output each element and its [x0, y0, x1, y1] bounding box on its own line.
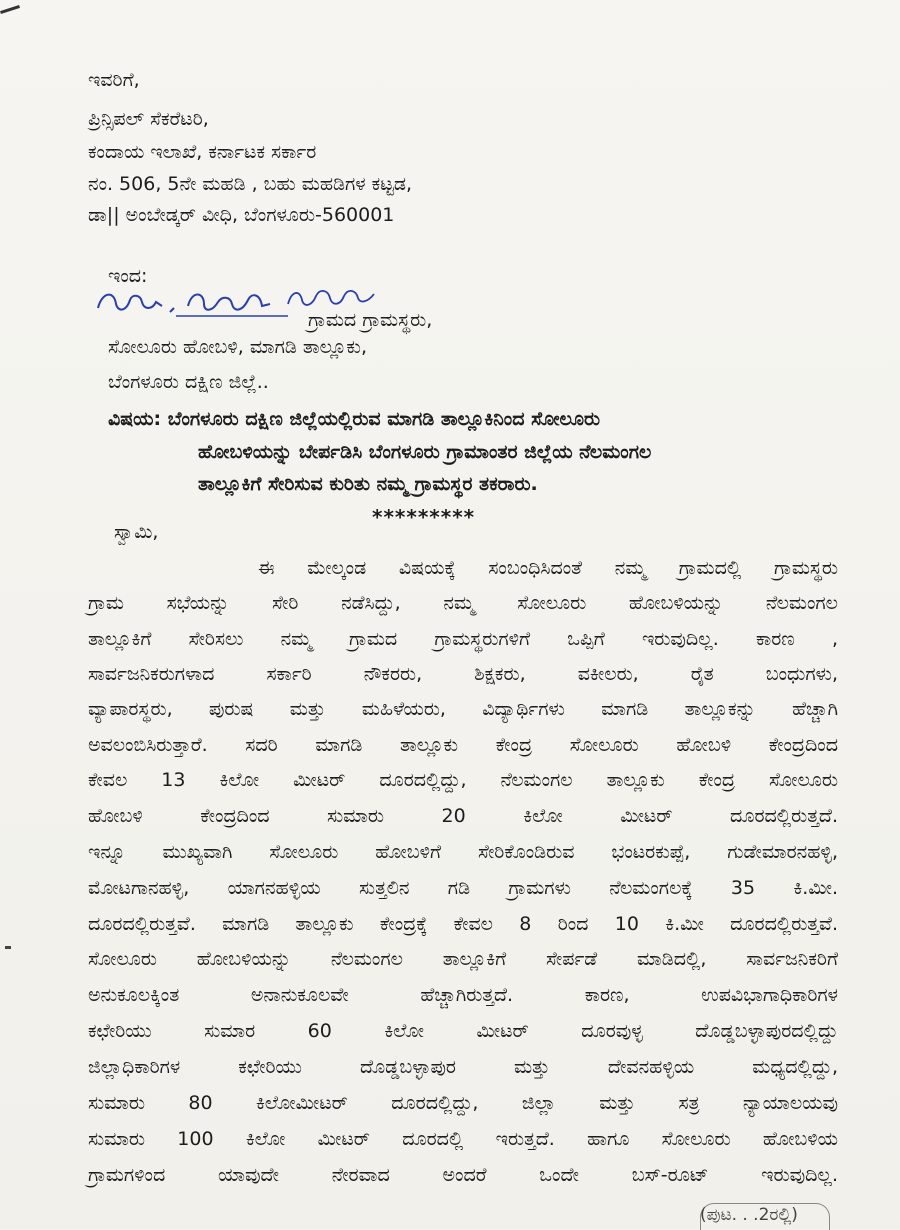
separator-stars: *********	[372, 505, 476, 529]
sender-line-1-suffix: ಗ್ರಾಮದ ಗ್ರಾಮಸ್ಥರು,	[308, 309, 433, 331]
body-line-18: ಗ್ರಾಮಗಳಿಂದ ಯಾವುದೇ ನೇರವಾದ ಅಂದರೆ ಒಂದೇ ಬಸ್-ರೂಟ್ ಇರುವುದಿಲ್ಲ.	[88, 1164, 838, 1186]
recipient-salutation: ಇವರಿಗೆ,	[88, 69, 140, 91]
body-line-14: ಕಛೇರಿಯು ಸುಮಾರ 60 ಕಿಲೋ ಮೀಟರ್ ದೂರವುಳ್ಳ ದೊಡ್ಡಬಳ್ಳಾಪುರದಲ್ಲಿದ್ದು	[88, 1020, 838, 1042]
subject-line-2: ಹೋಬಳಿಯನ್ನು ಬೇರ್ಪಡಿಸಿ ಬೆಂಗಳೂರು ಗ್ರಾಮಾಂತರ ಜಿಲ್ಲೆಯ ನೆಲಮಂಗಲ	[198, 441, 652, 463]
body-line-17: ಸುಮಾರು 100 ಕಿಲೋ ಮೀಟರ್ ದೂರದಲ್ಲಿ ಇರುತ್ತದೆ. ಹಾಗೂ ಸೋಲೂರು ಹೋಬಳಿಯ	[88, 1128, 838, 1150]
scan-corner-mark	[0, 5, 20, 14]
body-line-7: ಕೇವಲ 13 ಕಿಲೋ ಮೀಟರ್ ದೂರದಲ್ಲಿದ್ದು, ನೆಲಮಂಗಲ ತಾಲ್ಲೂಕು ಕೇಂದ್ರ ಸೋಲೂರು	[88, 769, 838, 791]
body-line-9: ಇನ್ನೂ ಮುಖ್ಯವಾಗಿ ಸೋಲೂರು ಹೋಬಳಿಗೆ ಸೇರಿಕೊಂಡಿರುವ ಭಂಟರಕುಪ್ಪೆ, ಗುಡೇಮಾರನಹಳ್ಳಿ,	[88, 841, 838, 863]
recipient-line-3: ನಂ. 506, 5ನೇ ಮಹಡಿ , ಬಹು ಮಹಡಿಗಳ ಕಟ್ಟಡ,	[88, 173, 413, 195]
continuation-note: (ಪುಟ. . .2ರಲ್ಲಿ)	[700, 1205, 798, 1225]
body-line-11: ದೂರದಲ್ಲಿರುತ್ತವೆ. ಮಾಗಡಿ ತಾಲ್ಲೂಕು ಕೇಂದ್ರಕ್ಕೆ ಕೇವಲ 8 ರಿಂದ 10 ಕಿ.ಮೀ ದೂರದಲ್ಲಿರುತ್ತವೆ.	[88, 913, 838, 935]
body-line-16: ಸುಮಾರು 80 ಕಿಲೋಮೀಟರ್ ದೂರದಲ್ಲಿದ್ದು, ಜಿಲ್ಲಾ ಮತ್ತು ಸತ್ರ ನ್ಯಾಯಾಲಯವು	[88, 1092, 838, 1114]
recipient-line-2: ಕಂದಾಯ ಇಲಾಖೆ, ಕರ್ನಾಟಕ ಸರ್ಕಾರ	[88, 141, 317, 163]
body-line-5: ವ್ಯಾಪಾರಸ್ಥರು, ಪುರುಷ ಮತ್ತು ಮಹಿಳೆಯರು, ವಿದ್ಯಾರ್ಥಿಗಳು ಮಾಗಡಿ ತಾಲ್ಲೂಕನ್ನು ಹೆಚ್ಚಾಗಿ	[88, 698, 838, 720]
sender-line-3: ಬೆಂಗಳೂರು ದಕ್ಷಿಣ ಜಿಲ್ಲೆ..	[108, 371, 269, 393]
body-line-15: ಜಿಲ್ಲಾಧಿಕಾರಿಗಳ ಕಛೇರಿಯು ದೊಡ್ಡಬಳ್ಳಾಪುರ ಮತ್ತು ದೇವನಹಳ್ಳಿಯ ಮಧ್ಯದಲ್ಲಿದ್ದು,	[88, 1056, 838, 1078]
sender-line-2: ಸೋಲೂರು ಹೋಬಳಿ, ಮಾಗಡಿ ತಾಲ್ಲೂಕು,	[108, 336, 367, 358]
body-line-10: ಮೋಟಗಾನಹಳ್ಳಿ, ಯಾಗನಹಳ್ಳಿಯ ಸುತ್ತಲಿನ ಗಡಿ ಗ್ರಾಮಗಳು ನೆಲಮಂಗಲಕ್ಕೆ 35 ಕಿ.ಮೀ.	[88, 877, 838, 899]
scan-margin-mark	[5, 946, 11, 949]
body-line-3: ತಾಲ್ಲೂಕಿಗೆ ಸೇರಿಸಲು ನಮ್ಮ ಗ್ರಾಮದ ಗ್ರಾಮಸ್ಥರುಗಳಿಗೆ ಒಪ್ಪಿಗೆ ಇರುವುದಿಲ್ಲ. ಕಾರಣ ,	[88, 628, 838, 650]
subject-line-1: ವಿಷಯ: ಬೆಂಗಳೂರು ದಕ್ಷಿಣ ಜಿಲ್ಲೆಯಲ್ಲಿರುವ ಮಾಗಡಿ ತಾಲ್ಲೂಕಿನಿಂದ ಸೋಲೂರು	[108, 408, 601, 430]
body-line-6: ಅವಲಂಬಿಸಿರುತ್ತಾರೆ. ಸದರಿ ಮಾಗಡಿ ತಾಲ್ಲೂಕು ಕೇಂದ್ರ ಸೋಲೂರು ಹೋಬಳಿ ಕೇಂದ್ರದಿಂದ	[88, 734, 838, 756]
body-line-2: ಗ್ರಾಮ ಸಭೆಯನ್ನು ಸೇರಿ ನಡೆಸಿದ್ದು, ನಮ್ಮ ಸೋಲೂರು ಹೋಬಳಿಯನ್ನು ನೆಲಮಂಗಲ	[88, 592, 838, 614]
recipient-line-1: ಪ್ರಿನ್ಸಿಪಲ್ ಸೆಕರೆಟರಿ,	[88, 108, 209, 130]
body-line-1: ಈ ಮೇಲ್ಕಂಡ ವಿಷಯಕ್ಕೆ ಸಂಬಂಧಿಸಿದಂತೆ ನಮ್ಮ ಗ್ರಾಮದಲ್ಲಿ ಗ್ರಾಮಸ್ಥರು	[258, 557, 838, 579]
body-line-8: ಹೋಬಳಿ ಕೇಂದ್ರದಿಂದ ಸುಮಾರು 20 ಕಿಲೋ ಮೀಟರ್ ದೂರದಲ್ಲಿರುತ್ತದೆ.	[88, 805, 838, 827]
recipient-line-4: ಡಾ|| ಅಂಬೇಡ್ಕರ್ ವೀಧಿ, ಬೆಂಗಳೂರು-560001	[88, 204, 395, 226]
subject-line-3: ತಾಲ್ಲೂಕಿಗೆ ಸೇರಿಸುವ ಕುರಿತು ನಮ್ಮ ಗ್ರಾಮಸ್ಥರ ತಕರಾರು.	[198, 473, 538, 495]
sender-from-label: ಇಂದ:	[108, 265, 148, 287]
handwritten-village-names-text: ಟೋಕನಪ್ಪ, ನೇರಳಪ್ಪ ಮಲ್ಲೂರು	[92, 282, 103, 283]
body-line-13: ಅನುಕೂಲಕ್ಕಿಂತ ಅನಾನುಕೂಲವೇ ಹೆಚ್ಚಾಗಿರುತ್ತದೆ. ಕಾರಣ, ಉಪವಿಭಾಗಾಧಿಕಾರಿಗಳ	[88, 984, 838, 1006]
body-line-4: ಸಾರ್ವಜನಿಕರುಗಳಾದ ಸರ್ಕಾರಿ ನೌಕರರು, ಶಿಕ್ಷಕರು, ವಕೀಲರು, ರೈತ ಬಂಧುಗಳು,	[88, 663, 838, 685]
body-line-12: ಸೋಲೂರು ಹೋಬಳಿಯನ್ನು ನೆಲಮಂಗಲ ತಾಲ್ಲೂಕಿಗೆ ಸೇರ್ಪಡೆ ಮಾಡಿದಲ್ಲಿ, ಸಾರ್ವಜನಿಕರಿಗೆ	[88, 948, 838, 970]
greeting: ಸ್ವಾಮಿ,	[114, 521, 159, 543]
